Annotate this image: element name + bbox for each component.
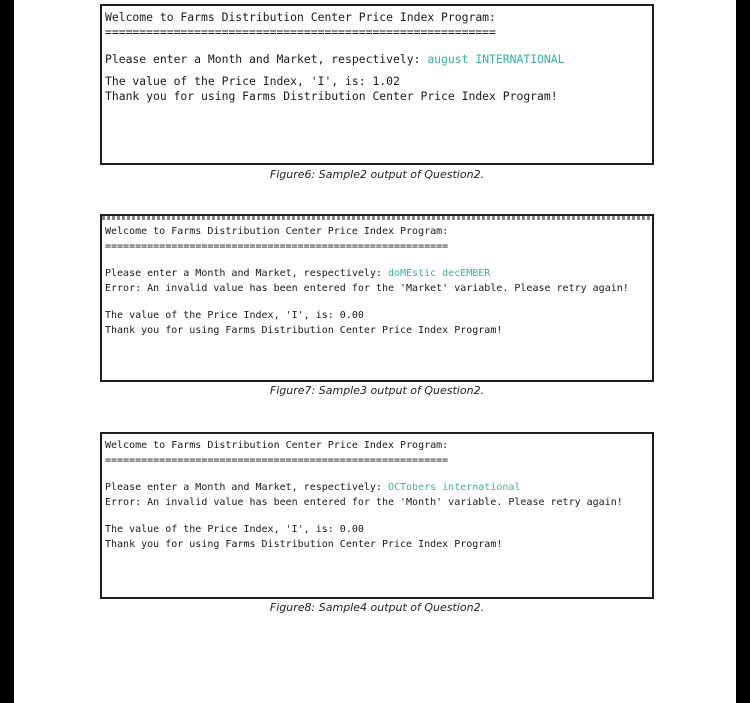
cropped-top-line	[102, 216, 652, 220]
user-input-text: august INTERNATIONAL	[427, 52, 565, 66]
left-dark-edge	[0, 0, 14, 703]
user-input-text: doMEstic decEMBER	[387, 268, 491, 279]
separator-line: =========================================================	[105, 455, 449, 466]
thanks-line: Thank you for using Farms Distribution Center Price Index Program!	[105, 89, 558, 103]
error-line: Error: An invalid value has been entered for the 'Month' variable. Please retry again!	[105, 497, 623, 508]
thanks-line: Thank you for using Farms Distribution Center Price Index Program!	[105, 539, 503, 550]
user-input-text: OCTobers international	[387, 482, 521, 493]
figure-caption: Figure8: Sample4 output of Question2.	[269, 601, 485, 614]
console-output-sample4	[100, 432, 654, 599]
prompt-text: Please enter a Month and Market, respectively:	[105, 268, 388, 279]
console-output-sample2	[100, 4, 654, 165]
welcome-line: Welcome to Farms Distribution Center Price Index Program:	[105, 226, 449, 237]
prompt-text: Please enter a Month and Market, respectively:	[105, 52, 428, 66]
thanks-line: Thank you for using Farms Distribution Center Price Index Program!	[105, 325, 503, 336]
error-line: Error: An invalid value has been entered for the 'Market' variable. Please retry again!	[105, 283, 629, 294]
welcome-line: Welcome to Farms Distribution Center Price Index Program:	[105, 440, 449, 451]
result-line: The value of the Price Index, 'I', is: 0.00	[105, 524, 364, 535]
prompt-line	[105, 52, 648, 67]
result-line: The value of the Price Index, 'I', is: 1.02	[105, 74, 400, 88]
prompt-line	[105, 480, 648, 495]
prompt-line	[105, 266, 648, 281]
welcome-line: Welcome to Farms Distribution Center Price Index Program:	[105, 10, 496, 24]
document-page	[14, 0, 736, 703]
separator-line: =========================================================	[105, 25, 496, 39]
right-dark-edge	[736, 0, 750, 703]
figure-caption: Figure6: Sample2 output of Question2.	[269, 168, 485, 181]
console-output-sample3	[100, 214, 654, 382]
separator-line: =========================================================	[105, 241, 449, 252]
figure-caption: Figure7: Sample3 output of Question2.	[269, 384, 485, 397]
prompt-text: Please enter a Month and Market, respectively:	[105, 482, 388, 493]
result-line: The value of the Price Index, 'I', is: 0.00	[105, 310, 364, 321]
